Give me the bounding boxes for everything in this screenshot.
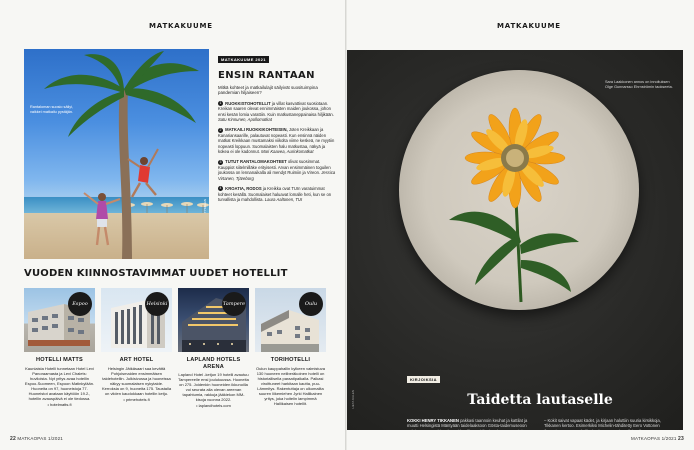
article2-columns: [407, 418, 673, 430]
city-badge: Oulu: [299, 292, 323, 316]
hotel-text: Lapland Hotel -ketjun 19 hotelli avautuu Tampereelle ensi joulukuussa. Huoneita on 275. Joidenkin huoneiden ikkunoilla voi seurata alla olevan areenan tapahtumia, rakkuja jääkiekon MM-kisoja vuonna 2022.: [178, 372, 249, 403]
article-kicker: MATKAKUUME 2021: [218, 56, 269, 63]
hotel-text: Oulun kauppahallin kylkeen valmistuva 130 huoneen neliberäkoinen hotelli on historiallisella paraatipaikalla. Paikasi viroittuneet harkitaan kautta, puu-Lämmitys. Rakentuttaja on ulkomailta suuren liikemiehen Jyrki Hallikainen yritys, joka hoitelin lampimmä Hallikaisen hotellit.: [256, 365, 325, 406]
right-page: [347, 0, 694, 450]
hotel-text: Helsingin Jätkäsaari saa kevättä Pohjoismaiden ensimmäisen taidehotellin. Julkisivussa ja huoneissa näkyy suomalaisen nykytaide. Kerroksia on 9, huoneita 175. Taustalla on viiden kaudokkaan hotellin ketju.: [101, 365, 172, 396]
item-sign: Mari Kaavea, Aurinkomatkat: [261, 149, 314, 155]
item-sign: Jessica Virtanen, Tjäreborg: [218, 170, 336, 181]
item-text: ja villat kasvattivat suosiotaan. Kreikan saaren olevat ennimmäisten maiden joukossa, johon ensi kesän lomia varattiin. Kuin matkustaneppainaisa hiljikään.: [218, 100, 334, 117]
palm-tree-icon: [24, 49, 209, 259]
magazine-issue: MATKAOPAS 1/2021: [17, 436, 63, 441]
list-item: [218, 186, 336, 202]
article2-column-1: [407, 418, 536, 430]
hotels-section-title: VUODEN KIINNOSTAVIMMAT UUDET HOTELLIT: [24, 268, 288, 279]
running-head-left: MATKAKUUME: [149, 22, 213, 30]
article2-kicker: KIRJOIKSIA: [407, 376, 440, 383]
list-item: [218, 159, 336, 181]
footer-right: [631, 436, 684, 442]
city-badge: Tampere: [222, 292, 246, 316]
hotel-text: Kauniaista Hotelli tunnetaan Hotel Levi Panoraamasta ja Levi Chalets: huviloista. Nyt yritys avaa hotellin Espoo-Suomeen, Espoon Matinkylään. Huoneita on 97, huoneistoja 77. Huoneistot avataan käyttöön 19.2., hotellin avauspäivä ei ole tiedossa.: [24, 365, 95, 401]
item-text: olivat suosimmat. Kauppiot siitelmilläke erityisesti. Arvan ensimmäinen toguilen joukossa on lennanaikalla ali mendyt Ruimiin ja Vireon.: [218, 159, 331, 176]
hotel-name: ART HOTEL: [119, 357, 154, 363]
hotel-card-matts: [24, 288, 95, 407]
sunflower-plate-photo: [347, 50, 683, 430]
hotel-name: LAPLAND HOTELS ARENA: [186, 357, 241, 370]
list-item: [218, 101, 336, 123]
item-head: MATKAILI RUOKKIKOHTEISIIN,: [225, 127, 288, 133]
article2-column-2: [544, 418, 673, 430]
item-head: KROATIA, RODOS: [225, 186, 262, 192]
plate-photo-caption: Sara Laakkonen annos on innoituksen Olge Gunnarsso Ehrnströmin taokseeta.: [605, 80, 673, 89]
number-badge: 3: [219, 159, 222, 164]
magazine-issue: MATKAOPAS 1/2021: [631, 436, 677, 441]
item-sign: Satu Kinnunen, Apollomatkat: [218, 117, 272, 123]
beach-photo-credit: TYKKAAN: [203, 199, 207, 214]
hotel-website: • hotelmatts.fi: [24, 402, 95, 407]
hotel-photo: [255, 288, 326, 352]
item-sign: Laura Aaltonen, TUI: [264, 196, 303, 202]
number-badge: 2: [219, 127, 222, 132]
hotel-photo: [24, 288, 95, 352]
list-item: [218, 127, 336, 154]
page-number: 22: [10, 436, 16, 442]
article-title: ENSIN RANTAAN: [218, 70, 315, 81]
hotel-card-torihotelli: [255, 288, 326, 406]
hotel-photo: [101, 288, 172, 352]
city-badge: Espoo: [68, 292, 92, 316]
article2-lead: KOKKI HENRY TIKKANEN: [407, 418, 459, 423]
article2-text-1: pakkasi taannoin keuhat ja kattilat ja muutti Helsingistä Mäntyään taidelaaksoon Gösta-taidemuseoon: [407, 418, 528, 429]
sunflower-icon: [399, 70, 639, 310]
article2-text-2: – Kokit saivat vapaat kädet, ja kirjaan haluttiin suuria kirsikkoja, Tikkanen kertoo. Esimerkiksi Michelin-tähditetty Eero Vottonen: [544, 418, 661, 429]
plate-photo-credit: HETA KULEN: [351, 390, 355, 409]
item-head: TUTUT RANTALOMAKOHTEET: [225, 159, 287, 165]
beach-photo-caption: Rantaloman suosio säilyi, vaikkei matkailu pystäjän.: [30, 105, 74, 114]
hotel-card-art-hotel: [101, 288, 172, 402]
article-taidetta-lautaselle: [407, 368, 673, 430]
item-text: ja Kreikka ovat TUIn varatuimmat kohteet kesällä. Suomalaiset haluavat lomalle heti, kun se on turvallista ja mahdollista.: [218, 186, 332, 202]
article-lead: Mitkä kohteet ja matkailulajit säilyivät suosituimpina pandemian hiljaiseen?: [218, 85, 318, 96]
hotel-name: TORIHOTELLI: [270, 357, 311, 363]
hotel-website: • laplandhotels.com: [178, 403, 249, 408]
beach-photo: [24, 49, 209, 259]
item-text: Joten Kreikkaan ja Kanariansaarille, palautuvat nopeasti. Kun ensinnä näiden matkat Kreikkaan mustamaksi viikolta viime keskeä, ne myytiin nopeasti loppuun. Suomalaisten halu matkustaa, näkyä ja kokea ei ole kadonnut.: [218, 127, 335, 155]
article2-title: Taidetta lautaselle: [467, 392, 613, 408]
city-badge: Helsinki: [145, 292, 169, 316]
hotel-card-lapland-arena: [178, 288, 249, 408]
number-badge: 4: [219, 186, 222, 191]
item-head: RUOKKISTOHOTELLIT: [225, 100, 271, 106]
hotel-name: HOTELLI MATTS: [36, 357, 83, 363]
page-number: 23: [678, 436, 684, 442]
hotel-website: • primehotels.fi: [101, 397, 172, 402]
running-head-right: MATKAKUUME: [497, 22, 561, 30]
footer-left: [10, 436, 63, 442]
number-badge: 1: [219, 101, 222, 106]
hotel-photo: [178, 288, 249, 352]
article-ensin-rantaan: [218, 48, 336, 202]
